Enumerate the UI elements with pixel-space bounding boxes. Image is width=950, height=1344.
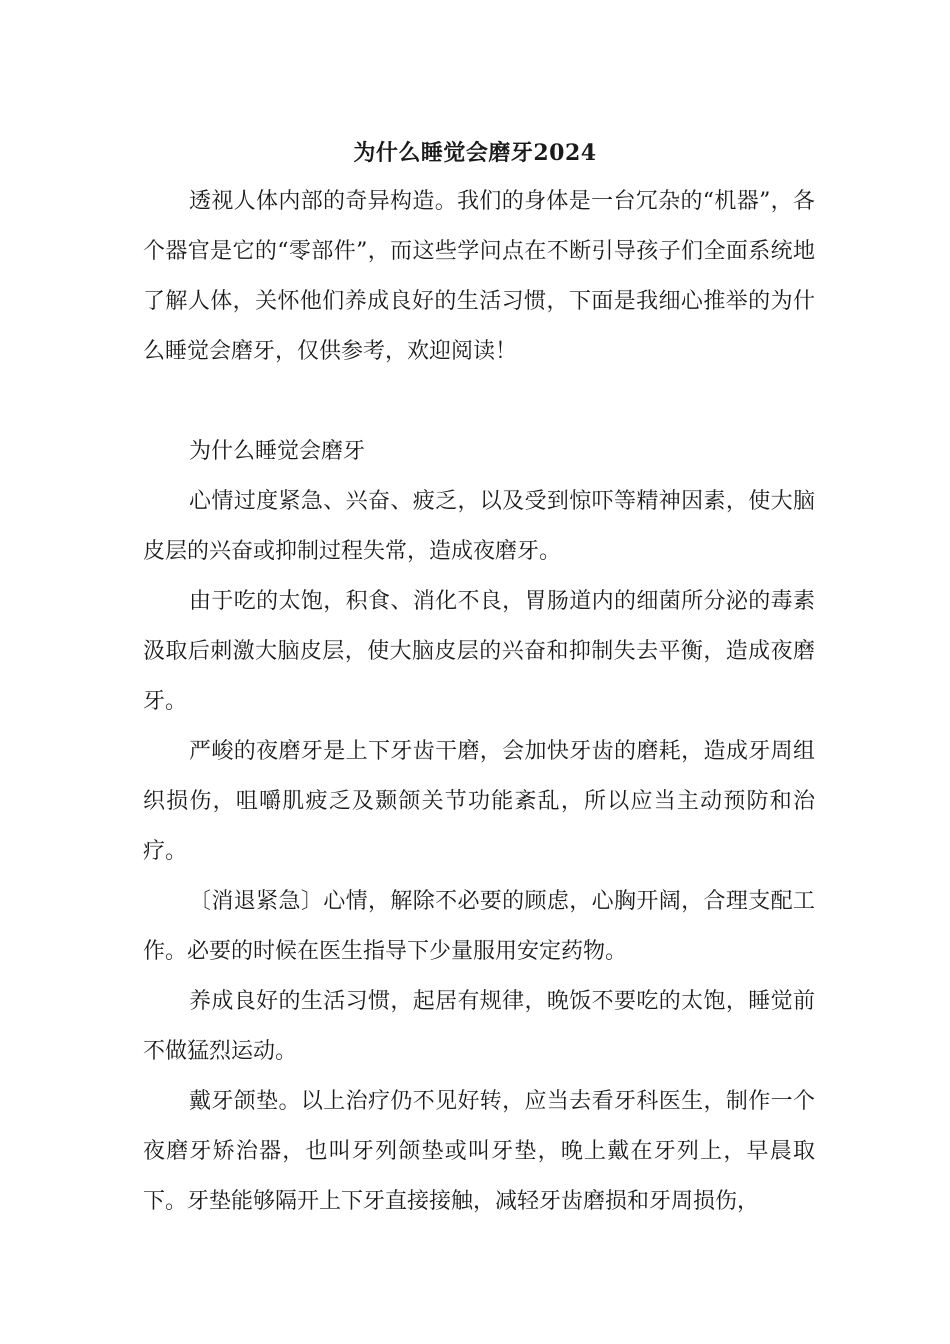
body-paragraph: 心情过度紧急、兴奋、疲乏，以及受到惊吓等精神因素，使大脑皮层的兴奋或抑制过程失常，造成夜磨牙。 xyxy=(143,489,815,564)
paragraph-spacer xyxy=(143,377,815,427)
body-paragraph: 戴牙颌垫。以上治疗仍不见好转，应当去看牙科医生，制作一个夜磨牙矫治器，也叫牙列颌垫或叫牙垫，晚上戴在牙列上，早晨取下。牙垫能够隔开上下牙直接接触，减轻牙齿磨损和牙周损伤， xyxy=(143,1089,815,1214)
document-title: 为什么睡觉会磨牙2024 xyxy=(353,140,597,166)
body-paragraph: 由于吃的太饱，积食、消化不良，胃肠道内的细菌所分泌的毒素汲取后刺激大脑皮层，使大脑皮层的兴奋和抑制失去平衡，造成夜磨牙。 xyxy=(143,589,815,714)
section-heading: 为什么睡觉会磨牙 xyxy=(189,439,366,464)
body-paragraph: 〔消退紧急〕心情，解除不必要的顾虑，心胸开阔，合理支配工作。必要的时候在医生指导下少量服用安定药物。 xyxy=(143,889,815,964)
body-paragraph: 严峻的夜磨牙是上下牙齿干磨，会加快牙齿的磨耗，造成牙周组织损伤，咀嚼肌疲乏及颞颌关节功能紊乱，所以应当主动预防和治疗。 xyxy=(143,739,815,864)
body-paragraph: 养成良好的生活习惯，起居有规律，晚饭不要吃的太饱，睡觉前不做猛烈运动。 xyxy=(143,989,815,1064)
document-body xyxy=(143,177,815,1227)
intro-paragraph: 透视人体内部的奇异构造。我们的身体是一台冗杂的“机器”，各个器官是它的“零部件”，而这些学问点在不断引导孩子们全面系统地了解人体，关怀他们养成良好的生活习惯，下面是我细心推举的为什么睡觉会磨牙，仅供参考，欢迎阅读！ xyxy=(143,189,815,364)
